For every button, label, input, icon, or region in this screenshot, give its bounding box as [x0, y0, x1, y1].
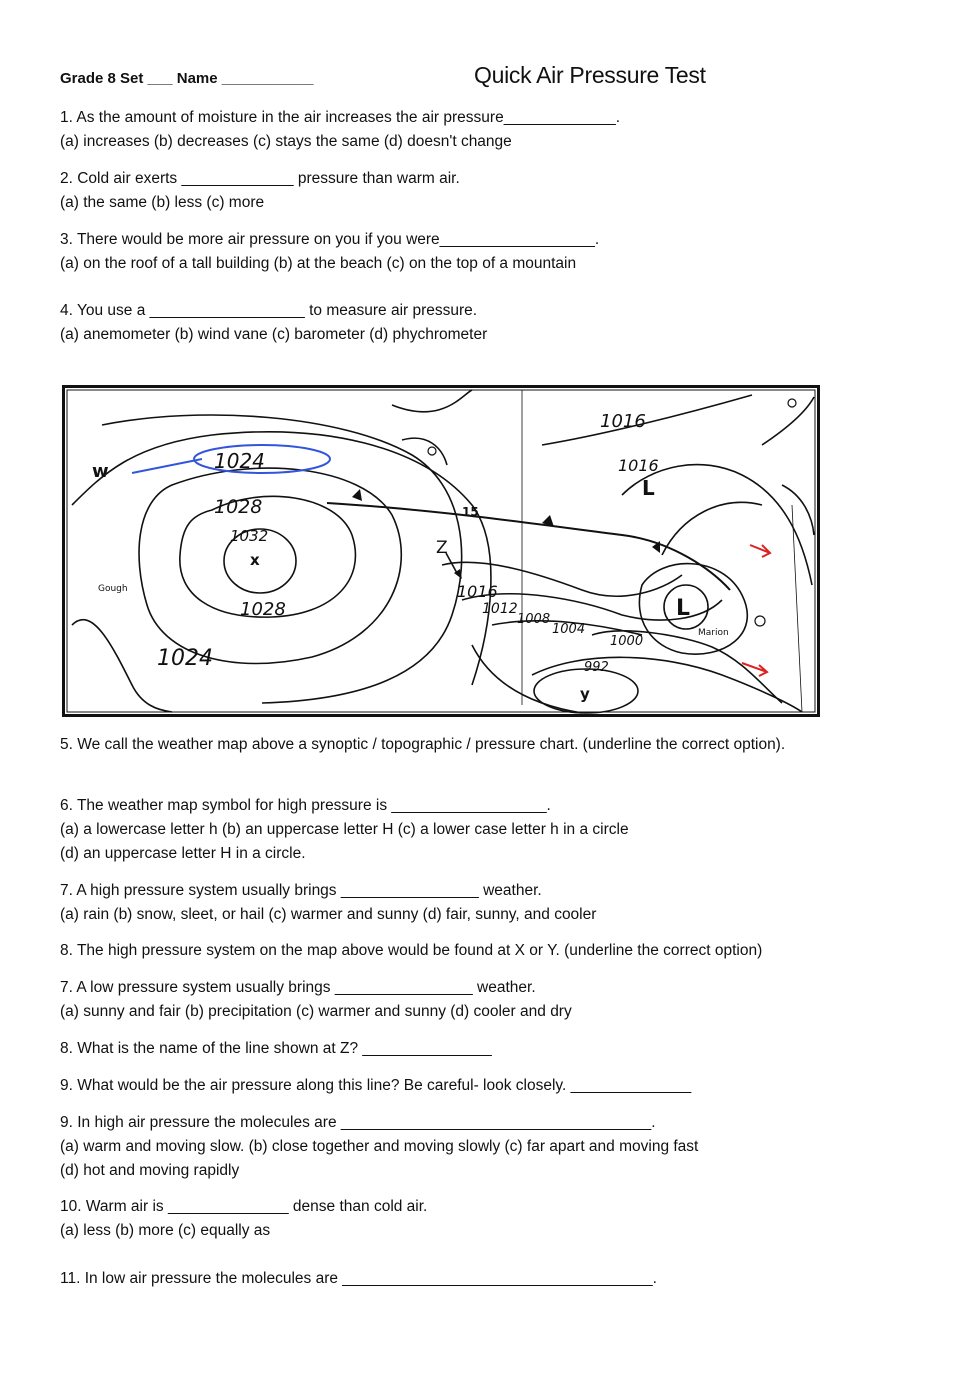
question-2: 2. Cold air exerts _____________ pressure than warm air. — [60, 170, 460, 187]
question-7b-options: (a) sunny and fair (b) precipitation (c) warmer and sunny (d) cooler and dry — [60, 1003, 572, 1020]
question-4-options: (a) anemometer (b) wind vane (c) barometer (d) phychrometer — [60, 326, 488, 343]
question-6-options-2: (d) an uppercase letter H in a circle. — [60, 845, 306, 862]
label-1024-bottom: 1024 — [157, 646, 213, 671]
question-11: 11. In low air pressure the molecules are ____________________________________. — [60, 1270, 657, 1287]
question-2-options: (a) the same (b) less (c) more — [60, 194, 265, 211]
question-6-options: (a) a lowercase letter h (b) an uppercase letter H (c) a lower case letter h in a circle — [60, 821, 629, 838]
question-8a: 8. The high pressure system on the map above would be found at X or Y. (underline the correct option) — [60, 942, 763, 959]
page-title: Quick Air Pressure Test — [474, 62, 706, 88]
question-6: 6. The weather map symbol for high pressure is __________________. — [60, 797, 551, 814]
question-10: 10. Warm air is ______________ dense than cold air. — [60, 1198, 428, 1215]
label-x: x — [250, 551, 260, 569]
label-gough: Gough — [98, 584, 128, 594]
label-1016-top: 1016 — [600, 411, 646, 432]
weather-map — [62, 385, 820, 717]
label-low-1: L — [642, 476, 655, 500]
question-3-options: (a) on the roof of a tall building (b) at the beach (c) on the top of a mountain — [60, 255, 577, 272]
label-1012: 1012 — [482, 601, 518, 617]
label-1028-mid: 1028 — [240, 599, 286, 620]
question-7a-options: (a) rain (b) snow, sleet, or hail (c) warmer and sunny (d) fair, sunny, and cooler — [60, 906, 597, 923]
label-1028-top: 1028 — [214, 496, 263, 518]
label-1032: 1032 — [230, 527, 269, 545]
label-y: y — [580, 685, 590, 703]
question-7b: 7. A low pressure system usually brings ________________ weather. — [60, 979, 536, 996]
station-1 — [428, 447, 436, 455]
label-1000: 1000 — [610, 634, 644, 649]
student-info-header: Grade 8 Set ___ Name ___________ — [60, 70, 314, 87]
label-15: 15 — [462, 505, 479, 519]
question-1-options: (a) increases (b) decreases (c) stays the same (d) doesn't change — [60, 133, 512, 150]
label-1016-right: 1016 — [618, 456, 659, 475]
question-4: 4. You use a __________________ to measure air pressure. — [60, 302, 478, 319]
question-3: 3. There would be more air pressure on you if you were__________________. — [60, 231, 600, 248]
label-w: w — [92, 461, 109, 482]
label-1024-top: 1024 — [214, 449, 265, 473]
label-low-2: L — [676, 596, 691, 621]
question-9a: 9. What would be the air pressure along this line? Be careful- look closely. ______________ — [60, 1077, 692, 1094]
question-1: 1. As the amount of moisture in the air increases the air pressure_____________. — [60, 109, 621, 126]
question-9b: 9. In high air pressure the molecules are ____________________________________. — [60, 1114, 656, 1131]
question-10-options: (a) less (b) more (c) equally as — [60, 1222, 271, 1239]
label-992: 992 — [584, 660, 609, 675]
station-2 — [788, 399, 796, 407]
question-7a: 7. A high pressure system usually brings ________________ weather. — [60, 882, 542, 899]
label-1008: 1008 — [517, 612, 551, 627]
station-3 — [755, 616, 765, 626]
question-8b: 8. What is the name of the line shown at Z? _______________ — [60, 1040, 492, 1057]
label-1016-mid: 1016 — [457, 582, 498, 601]
label-z: Z — [436, 538, 448, 558]
question-9b-options: (a) warm and moving slow. (b) close together and moving slowly (c) far apart and moving fast — [60, 1138, 699, 1155]
label-1004: 1004 — [552, 622, 586, 637]
question-9b-options-2: (d) hot and moving rapidly — [60, 1162, 240, 1179]
label-marion: Marion — [698, 628, 729, 638]
question-5: 5. We call the weather map above a synoptic / topographic / pressure chart. (underline the correct option). — [60, 736, 786, 753]
